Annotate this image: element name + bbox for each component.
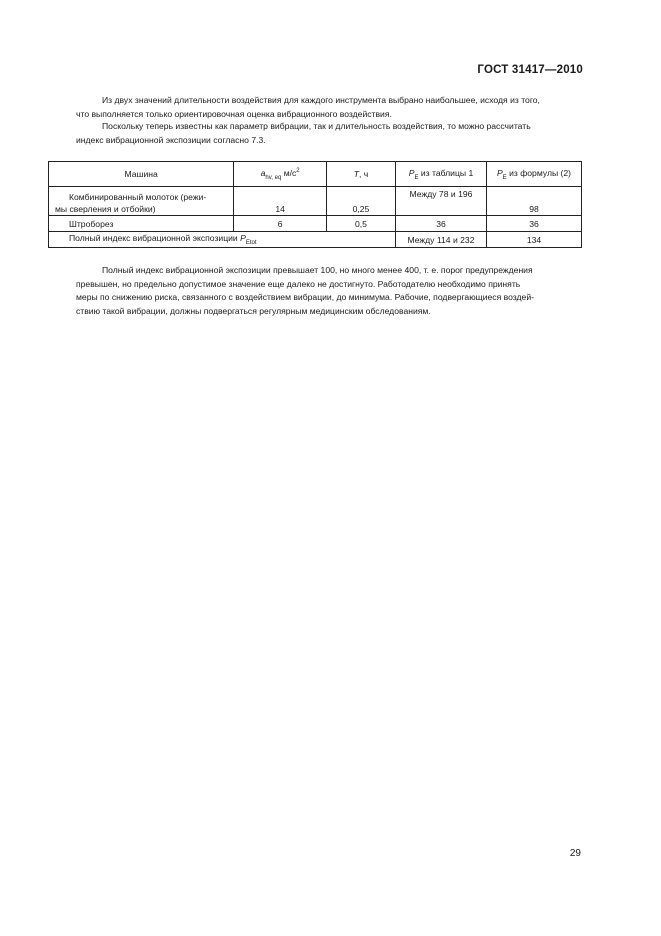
symbol-p-subscript: Etot — [245, 240, 257, 246]
header-acceleration — [234, 162, 327, 187]
cell-machine — [49, 187, 234, 216]
cell-pe-formula: 98 — [486, 187, 581, 216]
symbol-p: P — [408, 167, 415, 178]
symbol-p-subscript: E — [414, 174, 419, 181]
vibration-exposure-table — [48, 161, 582, 248]
machine-line: мы сверления и отбойки) — [55, 204, 156, 214]
machine-line: Комбинированный молоток (режи- — [69, 192, 207, 202]
cell-duration: 0,25 — [326, 187, 395, 216]
symbol-p: P — [496, 167, 503, 178]
table-total-row — [49, 232, 582, 248]
symbol-a: a — [260, 167, 266, 178]
cell-total-label — [49, 232, 396, 248]
paragraph-line: превышен, но предельно допустимое значение еще далеко не достигнуто. Работодателю необходимо принять — [76, 278, 521, 289]
paragraph-line: меры по снижению риска, связанного с воздействием вибрации, до минимума. Рабочие, подвергающиеся воздей- — [76, 292, 534, 303]
symbol-p-subscript: E — [502, 174, 507, 181]
symbol-a-subscript: hv, eq — [265, 174, 282, 181]
unit-ms2: м/с — [281, 167, 297, 178]
unit-superscript: 2 — [296, 167, 300, 174]
paragraph-line: Полный индекс вибрационной экспозиции превышает 100, но много менее 400, т. е. порог предупреждения — [102, 265, 533, 275]
header-pe-table — [395, 162, 486, 187]
cell-acceleration: 14 — [234, 187, 327, 216]
cell-pe-formula: 36 — [486, 216, 581, 232]
cell-total-pe-table: Между 114 и 232 — [395, 232, 486, 248]
cell-machine: Штроборез — [49, 216, 234, 232]
symbol-t: T — [353, 169, 359, 179]
cell-total-pe-formula: 134 — [486, 232, 581, 248]
table-row — [49, 187, 582, 216]
header-duration — [326, 162, 395, 187]
header-pe-formula-text: из формулы (2) — [506, 167, 572, 178]
paragraph-line: Из двух значений длительности воздействия для каждого инструмента выбрано наибольшее, исходя из того, — [102, 95, 540, 105]
header-machine: Машина — [49, 162, 234, 187]
cell-pe-table: Между 78 и 196 — [395, 187, 486, 216]
paragraph-duration-choice — [76, 94, 582, 121]
paragraph-line: Поскольку теперь известны как параметр вибрации, так и длительность воздействия, то можно рассчитать — [102, 121, 531, 131]
header-pe-formula — [486, 162, 581, 187]
cell-duration: 0,5 — [326, 216, 395, 232]
paragraph-calculation-intro — [76, 120, 582, 147]
table-header-row — [49, 162, 582, 187]
table-row — [49, 216, 582, 232]
document-header: ГОСТ 31417—2010 — [477, 64, 583, 76]
paragraph-conclusion — [76, 264, 582, 318]
paragraph-line: что выполняется только ориентировочная оценка вибрационного воздействия. — [76, 108, 392, 119]
total-label-text: Полный индекс вибрационной экспозиции — [69, 233, 241, 243]
unit-hours: , ч — [358, 169, 369, 179]
cell-acceleration: 6 — [234, 216, 327, 232]
paragraph-line: ствию такой вибрации, должны подвергаться регулярным медицинским обследованиям. — [76, 305, 431, 316]
page-number: 29 — [569, 848, 581, 859]
header-pe-table-text: из таблицы 1 — [418, 167, 474, 178]
cell-pe-table: 36 — [395, 216, 486, 232]
symbol-p: P — [240, 233, 246, 243]
paragraph-line: индекс вибрационной экспозиции согласно 7.3. — [76, 134, 266, 145]
